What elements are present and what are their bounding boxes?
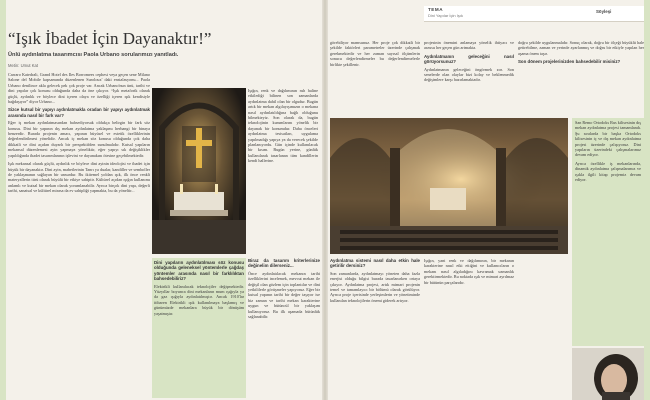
- paragraph: Önce aydınlatılacak mekanın tarihi özelliklerini incelemek, mevcut mekan ile değişil olan gözlem için toplantılar ve dini yetkililerle görüşmeler yapıyoruz. Eğer bir kutsal yapının tarihi bir değer taşıyor ise biz zaman ve tarihi mekan karakterine uygun ve bütüncül bir yaklaşım kullanıyoruz. Bu ilk aşamada bütünlük sağlanabilir.: [248, 270, 320, 320]
- paragraph: Eğer iş mekan aydınlatmasından bahsediyorsak oldukça belirgin bir fark söz konusu. Dini bir yapının dış mekan aydınlatma yaklaşımı herhangi bir binaya benzerdir. Burada projenin amacı, yapının büyüsel ve estetik özelliklerinin değerlendirilmesi yönelidir. Ancak iç mekan söz konusu olduğunda çok daha dikkatli ve dini açıdan duyarlı bir perspektifden sunulmalıdır. Kutsal yapıların mekansal düzenlemesi ayin yapmaya yöneliktir, eğer yapıyı sık değişiklikler yapıldığında ibadet tasarımlarının işlevini ve dayanakını ötesine geçebilmektedir.: [8, 120, 150, 158]
- church-altar-photo: [152, 88, 246, 254]
- text-column-7: [330, 258, 420, 398]
- question-heading: Aydınlatma sistemi nasıl daha etkin hale getirilir dersiniz?: [330, 258, 420, 269]
- article-deck: Ünlü aydınlatma tasarımcısı Paola Urbano sorularımızı yanıtladı.: [8, 52, 179, 58]
- paragraph: görebiliyor mamsunuz. Her proje çok dikkatli bir şekilde faktörleri parametreler üzerinde çalışmak gerekmektedir ve her zaman sayısal ölçümlerin sonucu değerlendirmeler bu değerlendirmelerle birlikte şekillenir.: [330, 40, 420, 67]
- portrait-photo: [572, 348, 644, 400]
- paragraph: Işık mekansal olarak güçlü, aydınlık ve böylece dini ayinin ideolojisi ve ibadet için büyük bir dayanaktır. Dini ayin, mabetlerinin Tanrı ya dualar, kandiller ve semboller de yaklaşmanın sağlayan bir unsurdur. Bu ikitemel yoldan ışık, ilk önce renkli materyallerin türü olarak büyülü bir etkiye sahiptir. Kültürel açıdan ışığın kullanımı anlamlı ve kutsal bir mekan olarak yorumlanabilir. Ayrıca birçok dini yapı, değerli tarihi, sanatsal ve kültürel mirasa da ev sahipliği yapmakta, bu da yöneltir...: [8, 161, 150, 194]
- paragraph: Elektrikli kullanılacak teknolojiler değişmektedir. Yüzyıllar boyunca dini mekanların mum ışığıyla ya da gaz ışığıyla aydınlatılmıştır. Ancak 1910'lar itibaren Elektrikli ışık kullanılmaya başlamış ve günümüzde mekanlara büyük bir dönüşüm yaşatmıştır.: [154, 283, 244, 316]
- paragraph: San Remo Ortodoks Rus kilisesinin dış mekan aydınlatma projesi tamamlandı. Şu sıralarda bir başka Ortodoks kilisesinin iç ve dış mekan aydınlatma projesi üzerinde çalışıyoruz. Dini yapıların üzerindeki çalışmalarımız devam ediyor.: [575, 120, 641, 158]
- section-tema-subtitle: Dini Yapılar İçin Işık: [428, 13, 463, 18]
- page-gutter: [322, 0, 328, 400]
- paragraph: Aydınlatmanın geleceğini öngörmek zor. Son senelerde olan olaylar bizi kolay ve beklenmedik değişimlere karşı hazırlamaktadır.: [424, 66, 514, 83]
- text-column-5: [330, 40, 420, 116]
- text-column-10: [575, 120, 641, 344]
- article-byline: Metin: Umut Kat: [8, 63, 39, 68]
- text-column-1: [8, 72, 150, 398]
- paragraph: Işığın, yani renk ve dağılımının, bir mekanın karakterine nasıl etki ettiğini ve kullanıcıların o mekanı nasıl algıladığını kavramak uzmanlık gerektirmektedir. Bu noktada ışık ve mimari ayrılmaz bir bütünün parçalarıdır.: [424, 258, 514, 285]
- paragraph: Işığın, renk ve dağılımının ruh haline etkilediği bilinen son zamanlarda aydınlatma dahil olan bir olgudur. Bugün artık bir mekan algılayışımızın o mekana nasıl aydınlatıldığına bağlı olduğunu bilmekteyiz. Son olarak da, bugün teknolojinin kurumlarını yönelik bir dayanak bir konumdur. Daha önceleri aydınlatma tesisatları, uygulama yapılmadığı yapıya ya da verecek şekilde planlanıyordu. Gün içinde kullanılacak bir kısım. Bugün yerine, günlük kullanılarak tasarlanan tüm kandillerin kendi hallerine.: [248, 88, 318, 164]
- paragraph: Son zamanlarda, aydınlatmayı yöneten daha fazla enerjisi olduğu bilgisi burada tasarlanırken ortaya çıkıyor. Aydınlatma projesi, artık mimari projenin temel ve tamamlayıcı bir bölümü olarak görülüyor. Ayrıca proje içerisinde yerleşimlerin ve yönetiminde kullanılan teknolojilerin önemi giderek artıyor.: [330, 270, 420, 303]
- section-name: Söyleşi: [596, 9, 612, 14]
- text-column-3: [154, 260, 244, 396]
- section-tema-label: TEMA: [428, 7, 444, 12]
- article-title: “Işık İbadet İçin Dayanaktır!”: [8, 29, 212, 48]
- text-column-9: [518, 40, 644, 98]
- question-heading: Dini yapıların aydınlatılması söz konusu olduğunda geleneksel yöntemlerle çağdaş yöntemler arasında nasıl bir farklılıktan bahsedebiliriz?: [154, 260, 244, 282]
- question-heading: Son dönem projelerinizden bahsedebilir misiniz?: [518, 59, 621, 65]
- paragraph: projesinin önemini anlamaya yönelik ihtiyacı ve arzusu her geçen gün artmakta.: [424, 40, 514, 51]
- right-edge-stripe: [644, 0, 650, 400]
- text-column-4: [248, 258, 320, 398]
- church-arches-photo: [330, 118, 568, 254]
- question-heading: Sizce kutsal bir yapıyı aydınlatmakla oradan bir yapıyı aydınlatmak arasında nasıl bir fark var?: [8, 107, 150, 118]
- paragraph: Carraro Katedrali, Grand Hotel des Iles Borromees cephesi veya geçen sene Milano Salone del Mobile kapsamında düzenlenen Suroloux' daki enstalasyonu... Paola Urbano denilince akla gelecek pek çok proje var. Ancak Urbano'nun ünü, tarihi ve dini yapılar çok konusu olduğunda daha da öne çıkıyor. “Işık metaforik olarak güçlü, aydınlık ve böylece dini içeren olaya ve özelliği içeren ışık kendisiyle bağdaşıyor” diyor Urbano...: [8, 72, 150, 105]
- paragraph: Ayrıca özellikle iş mekanlarında, dinamik aydınlatma çalışmalarımız ve ışıkla ilgili kitap projemiz devam ediyor.: [575, 160, 641, 183]
- text-column-6: [424, 40, 514, 116]
- paragraph: doğru şekilde uygulanmalıdır. Sonuç olarak, doğru bir ölçeği büyüklü hale getirebilme, zaman ve yerinde ayarlanmış ve doğru bir etkiyle yapılan her aşama önem taşır.: [518, 40, 644, 56]
- text-column-2: [248, 88, 318, 256]
- question-heading: Biraz da tasarım kriterlerinize değinelim dilerseniz...: [248, 258, 320, 269]
- text-column-8: [424, 258, 514, 398]
- left-edge-stripe: [0, 0, 6, 400]
- question-heading: Aydınlatmanın geleceğini nasıl görüyorsunuz?: [424, 53, 514, 65]
